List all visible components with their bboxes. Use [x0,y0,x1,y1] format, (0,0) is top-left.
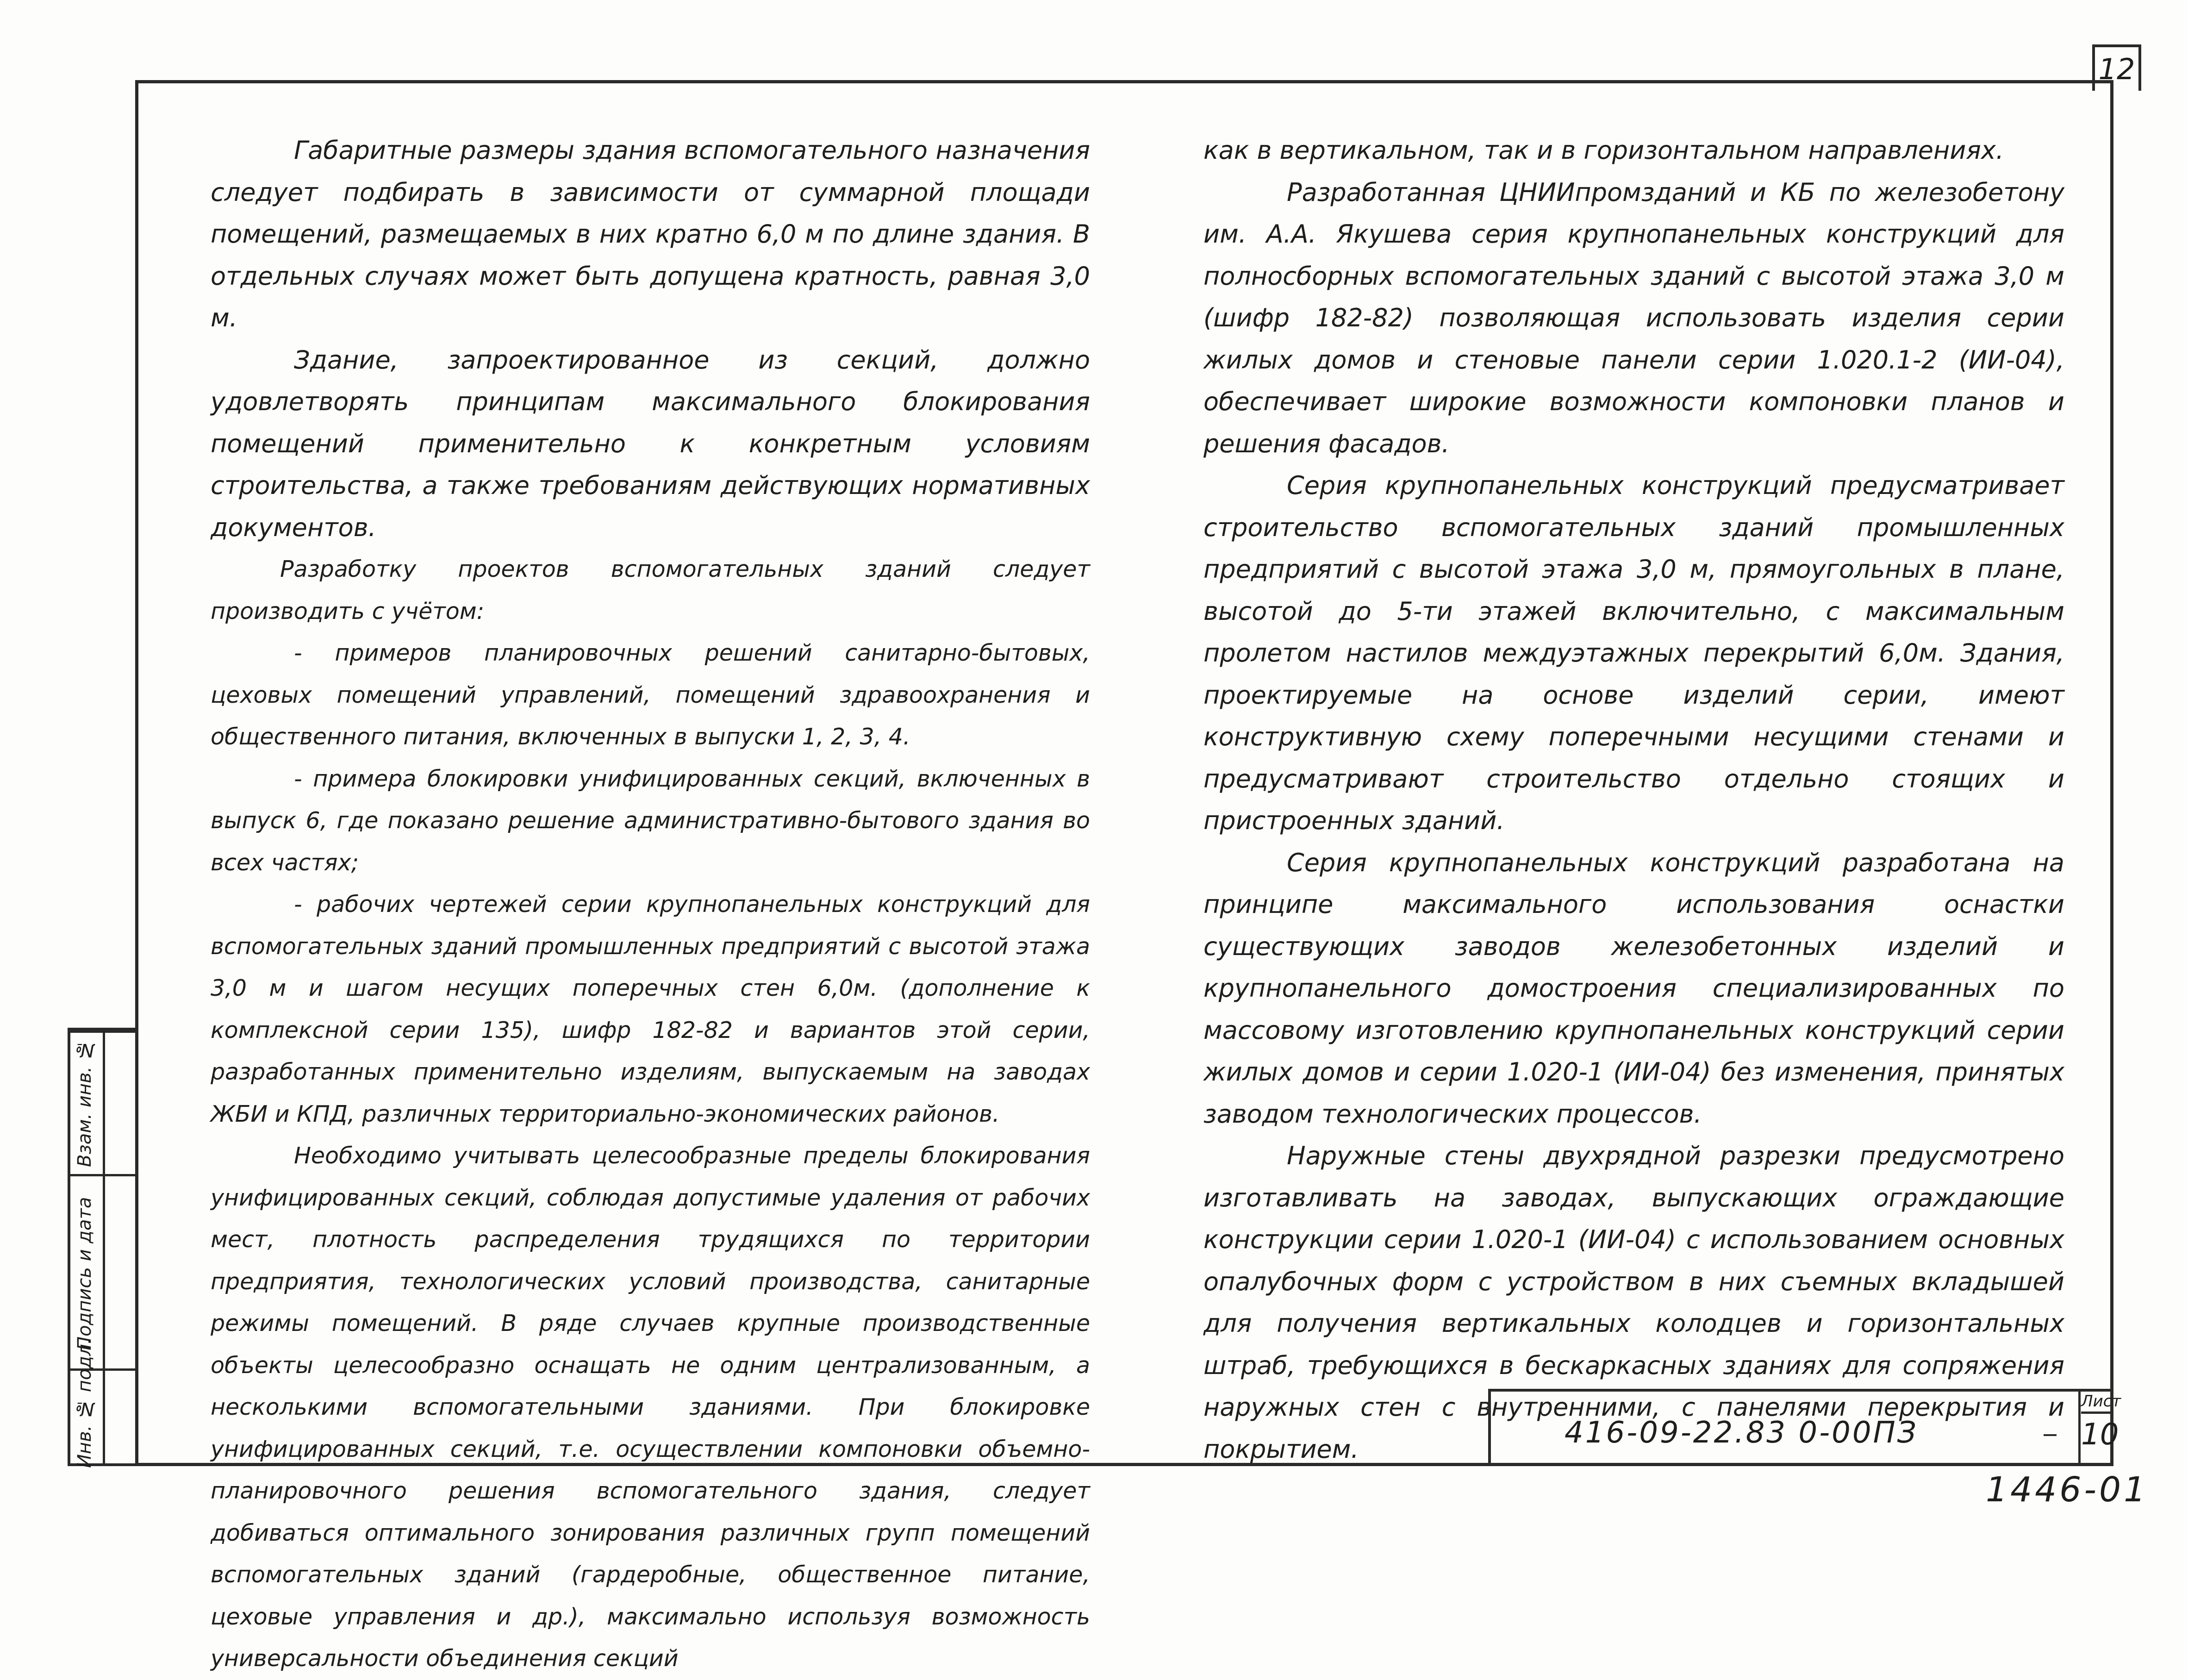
binding-strip [68,1028,135,1466]
paragraph: - примера блокировки унифицированных секций, включенных в выпуск 6, где показано решение административно-бытового здания во всех частях; [211,765,1090,876]
paragraph: Здание, запроектированное из секций, должно удовлетворять принципам максимального блокирования помещений применительно к конкретным условиям строительства, а также требованиям действующих нормативных документов. [211,345,1090,542]
paragraph: Серия крупнопанельных конструкций разработана на принципе максимального использования оснастки существующих заводов железобетонных изделий и крупнопанельного домостроения специализированных по массовому изготовлению крупнопанельных конструкций серии жилых домов и серии 1.020-1 (ИИ-04) без изменения, принятых заводом технологических процессов. [1203,848,2064,1129]
paragraph: - примеров планировочных решений санитарно-бытовых, цеховых помещений управлений, помещений здравоохранения и общественного питания, включенных в выпуски 1, 2, 3, 4. [211,640,1090,750]
sheet-label: Лист [2081,1391,2113,1414]
binding-cell-vzam [70,1030,135,1174]
paragraph: Габаритные размеры здания вспомогательного назначения следует подбирать в зависимости от суммарной площади помещений, размещаемых в них кратно 6,0 м по длине здания. В отдельных случаях может быть допущена кратность, равная 3,0 м. [211,136,1090,332]
binding-cell-inv [70,1338,135,1469]
paragraph: - рабочих чертежей серии крупнопанельных конструкций для вспомогательных зданий промышленных предприятий с высотой этажа 3,0 м и шагом несущих поперечных стен 6,0м. (дополнение к комплексной серии 135), шифр 182-82 и вариантов этой серии, разработанных применительно изделиям, выпускаемым на заводах ЖБИ и КПД, различных территориально-экономических районов. [211,891,1090,1127]
archive-number: 1446-01 [1986,1470,2149,1510]
left-text-column [211,130,1090,1680]
page-number: 12 [2092,44,2141,91]
paragraph: Серия крупнопанельных конструкций предусматривает строительство вспомогательных зданий промышленных предприятий с высотой этажа 3,0 м, прямоугольных в плане, высотой до 5-ти этажей включительно, с максимальным пролетом настилов междуэтажных перекрытий 6,0м. Здания, проектируемые на основе изделий серии, имеют конструктивную схему поперечными несущими стенами и предусматривают строительство отдельно стоящих и пристроенных зданий. [1203,471,2064,835]
dash-mark [2044,1434,2057,1436]
binding-label-sign: Подпись и дата [74,1197,95,1350]
paragraph: как в вертикальном, так и в горизонтальном направлениях. [1203,136,2004,165]
binding-label-vzam: Взам. инв. № [74,1039,95,1167]
paragraph: Разработанная ЦНИИпромзданий и КБ по железобетону им. А.А. Якушева серия крупнопанельных конструкций для полносборных вспомогательных зданий с высотой этажа 3,0 м (шифр 182-82) позволяющая использовать изделия серии жилых домов и стеновые панели серии 1.020.1-2 (ИИ-04), обеспечивает широкие возможности компоновки планов и решения фасадов. [1203,177,2064,458]
sheet-number: 10 [2081,1418,2119,1452]
paragraph: Необходимо учитывать целесообразные пределы блокирования унифицированных секций, соблюдая допустимые удаления от рабочих мест, плотность распределения трудящихся по территории предприятия, технологических условий производства, санитарные режимы помещений. В ряде случаев крупные производственные объекты целесообразно оснащать не одним централизованным, а несколькими вспомогательными зданиями. При блокировке унифицированных секций, т.е. осуществлении компоновки объемно-планировочного решения вспомогательного здания, следует добиваться оптимального зонирования различных групп помещений вспомогательных зданий (гардеробные, общественное питание, цеховые управления и др.), максимально используя возможность универсальности объединения секций [211,1143,1090,1672]
paragraph: Разработку проектов вспомогательных зданий следует производить с учётом: [211,556,1090,625]
right-text-column [1203,130,2064,1470]
paragraph: Наружные стены двухрядной разрезки предусмотрено изготавливать на заводах, выпускающих ограждающие конструкции серии 1.020-1 (ИИ-04) с использованием основных опалубочных форм с устройством в них съемных вкладышей для получения вертикальных колодцев и горизонтальных штраб, требующихся в бескаркасных зданиях для сопряжения наружных стен с внутренними, с панелями перекрытия и покрытием. [1203,1141,2064,1464]
binding-label-inv: Инв. № подл. [74,1338,95,1468]
document-code: 416-09-22.83 0-00ПЗ [1565,1416,1918,1450]
